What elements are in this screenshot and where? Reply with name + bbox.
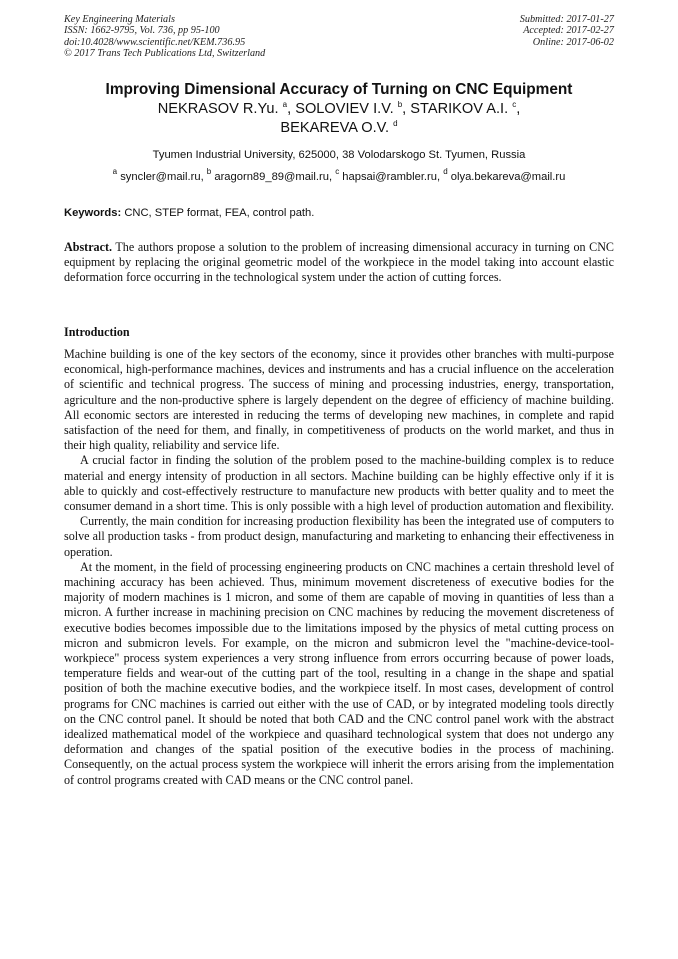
email-mark: c (335, 167, 340, 176)
paragraph: A crucial factor in finding the solution of the problem posed to the machine-building complex is to reduce material and energy intensity of production in all sectors. Machine building can be highly effective only if it is able to quickly and cost-effectively restructure to manufacture new products with better quality and to meet the consumer demand in a short time. This is only possible with a high level of production automation and flexibility. (64, 453, 614, 514)
author-name: BEKAREVA O.V. (280, 120, 390, 136)
email-mark: d (443, 167, 448, 176)
email-list: $^a$ syncler@mail.ru, $^b$ aragorn89_89@mail.ru, $^c$ hapsai@rambler.ru, $^d$ olya.bekareva@mail.ru (112, 167, 566, 183)
author-name: STARIKOV A.I. (410, 101, 509, 117)
paragraph: At the moment, in the field of processing engineering products on CNC machines a certain threshold level of machining accuracy has been achieved. Thus, minimum movement discreteness of executive bodies for the majority of modern machines is 1 micron, and some of them are capable of moving in quantities of less than a micron. A further increase in machining precision on CNC machines by reducing the movement discreteness of executive bodies becomes impossible due to the limitations imposed by the physics of metal cutting process on micron and submicron levels. For example, on the micron and submicron level the "machine-device-tool-workpiece" process system experiences a very strong influence from errors occurring because of power loads, temperature fields and wear-out of the cutting part of the tool, resulting in a change in the shape and spatial position of both the machine executive bodies, and the workpiece itself. In most cases, development of control programs for CNC machines is carried out either with the use of CAD, or by integrated modeling tools directly on the CNC control panel. It should be noted that both CAD and the CNC control panel work with the abstract idealized mathematical model of the workpiece and quasihard technological system that does not undergo any deformation and changes of the spatial position of the executive bodies in the process of machining. Consequently, on the actual process system the workpiece will inherit the errors arising from the implementation of control programs created with CAD means or the CNC control panel. (64, 559, 614, 787)
author-name: NEKRASOV R.Yu. (157, 101, 279, 117)
paragraph: Currently, the main condition for increasing production flexibility has been the integrated use of computers to solve all production tasks - from product design, manufacturing and marketing to enhancing their effectiveness in operation. (64, 514, 614, 559)
section-heading-introduction: Introduction (64, 325, 130, 339)
title-block (64, 80, 614, 184)
affiliation: Tyumen Industrial University, 625000, 38 Volodarskogo St. Tyumen, Russia (152, 149, 526, 161)
author-name: SOLOVIEV I.V. (295, 101, 394, 117)
author-email: hapsai@rambler.ru (342, 171, 437, 183)
journal-name: Key Engineering Materials (64, 14, 175, 25)
author-email: aragorn89_89@mail.ru (214, 171, 329, 183)
email-mark: a (112, 167, 118, 176)
introduction-body (64, 347, 614, 788)
abstract-text: The authors propose a solution to the problem of increasing dimensional accuracy in turning on CNC equipment by replacing the original geometric model of the workpiece in the model taking into account elastic deformation force occurring in the technological system under the action of cutting forces. (64, 240, 614, 285)
journal-info (64, 14, 265, 59)
accepted-date: Accepted: 2017-02-27 (523, 25, 614, 37)
submitted-date: Submitted: 2017-01-27 (519, 14, 614, 25)
author-email: syncler@mail.ru (120, 171, 201, 183)
author-mark: b (397, 100, 403, 109)
keywords (64, 206, 614, 220)
doi-line: doi:10.4028/www.scientific.net/KEM.736.95 (64, 36, 246, 48)
keywords-text: CNC, STEP format, FEA, control path. (124, 207, 315, 219)
author-mark: c (512, 100, 517, 109)
author-email: olya.bekareva@mail.ru (450, 171, 566, 183)
author-mark: a (282, 100, 288, 109)
author-list: NEKRASOV R.Yu. $^a$, SOLOVIEV I.V. $^b$, STARIKOV A.I. $^c$, BEKAREVA O.V. $^d$ (157, 100, 521, 136)
paragraph: Machine building is one of the key sectors of the economy, since it provides other branches with multi-purpose economical, high-performance machines, devices and instruments and has a crucial influence on the acceleration of scientific and technical progress. The success of mining and processing industries, energy, transportation, agriculture and the non-productive sphere is largely dependent on the degree of efficiency of machine building. All economic sectors are interested in reducing the terms of developing new machines, in complete and rapid satisfaction of the need for them, and finally, in competitiveness of products on the world market, and thus in their high quality, reliability and service life. (64, 347, 614, 453)
abstract-label: Abstract. (64, 240, 113, 254)
online-date: Online: 2017-06-02 (532, 36, 614, 48)
copyright-line: © 2017 Trans Tech Publications Ltd, Switzerland (64, 47, 266, 59)
issn-line: ISSN: 1662-9795, Vol. 736, pp 95-100 (64, 25, 220, 37)
email-mark: b (206, 167, 212, 176)
publication-dates (520, 14, 614, 48)
paper-title: Improving Dimensional Accuracy of Turning on CNC Equipment (105, 81, 573, 98)
abstract (64, 240, 614, 286)
author-mark: d (393, 119, 398, 128)
keywords-label: Keywords: (64, 207, 122, 219)
